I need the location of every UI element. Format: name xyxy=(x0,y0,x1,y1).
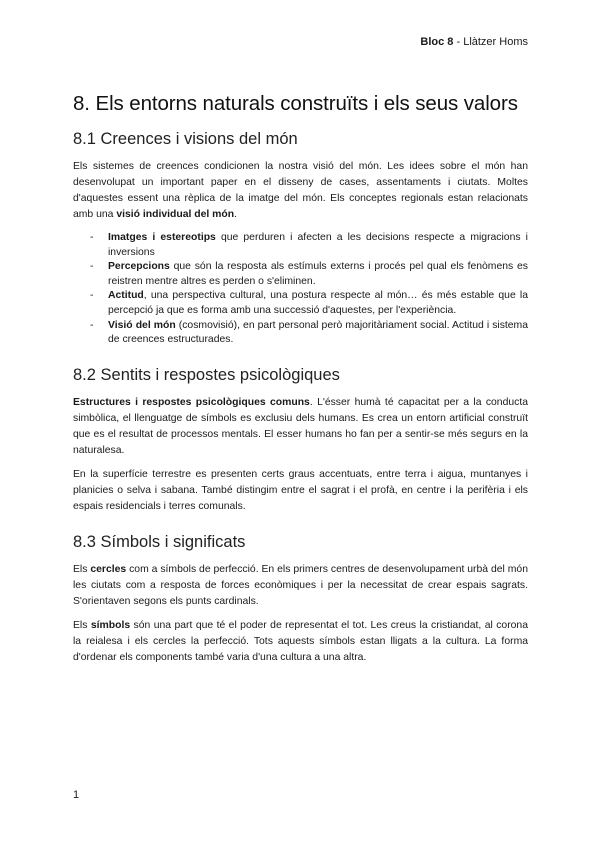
paragraph xyxy=(73,562,528,610)
bold-text: Percepcions xyxy=(108,261,170,273)
section-heading-8-2: 8.2 Sentits i respostes psicològiques xyxy=(73,365,340,384)
dash-bullet: - xyxy=(90,261,94,273)
text: Els sistemes de creences condicionen la nostra visió del món. Les idees sobre el món han desenvolupat un important paper en el disseny de cases, assentaments i ciutats. Moltes d'aquestes essent una rèplica de la imatge del món. Els conceptes regionals estan relacionats amb una xyxy=(73,161,528,220)
bold-text: Imatges i estereotips xyxy=(108,232,216,243)
document-body xyxy=(73,92,528,674)
text: , una perspectiva cultural, una postura respecte al món… és més estable que la percepció ja que es forma amb una successió d'aquestes, per l'experiència. xyxy=(108,290,528,316)
bold-text: visió individual del món xyxy=(116,209,235,220)
list-item xyxy=(73,289,528,318)
bold-text: Actitud xyxy=(108,290,144,302)
page-header xyxy=(420,36,528,48)
bold-text: cercles xyxy=(90,563,127,575)
bullet-list xyxy=(73,231,528,348)
paragraph xyxy=(73,395,528,459)
section-heading-8-1: 8.1 Creences i visions del món xyxy=(73,130,298,148)
bold-text: símbols xyxy=(90,619,131,631)
text: que perduren i afecten a les decisions respecte a migracions i inversions xyxy=(108,232,528,258)
text: . L'ésser humà té capacitat per a la conducta simbòlica, el llenguatge de símbols es exclusiu dels humans. Es crea un entorn artificial construït que es el resultat de processos mentals. El esser humans ho fan per a sentir-se més segurs en la naturalesa. xyxy=(73,396,528,456)
text: (cosmovisió), en part personal però majoritàriament social. Actitud i sistema de creences estructurades. xyxy=(108,319,528,346)
list-item xyxy=(73,260,528,289)
bold-text: Visió del món xyxy=(108,319,176,331)
paragraph xyxy=(73,159,528,223)
text: . xyxy=(234,209,237,220)
paragraph xyxy=(73,618,528,666)
list-item xyxy=(73,319,528,348)
header-author: - Llàtzer Homs xyxy=(453,36,528,48)
text: Els xyxy=(73,563,91,575)
section-heading-8-3: 8.3 Símbols i significats xyxy=(73,532,246,551)
dash-bullet: - xyxy=(90,319,94,331)
page-number: 1 xyxy=(73,789,80,801)
header-bloc: Bloc 8 xyxy=(420,36,454,48)
text: que són la resposta als estímuls externs i procés pel qual els fenòmens es reistren mentre altres es perden o s'eliminen. xyxy=(108,261,528,287)
dash-bullet: - xyxy=(90,232,94,243)
chapter-title: 8. Els entorns naturals construïts i els seus valors xyxy=(73,92,518,115)
paragraph: En la superfície terrestre es presenten certs graus accentuats, entre terra i aigua, muntanyes i planicies o selva i sabana. També distingim entre el sagrat i el profà, en centre i la perifèria i els espais residencials i terres comunals. xyxy=(73,468,528,512)
bold-text: Estructures i respostes psicològiques comuns xyxy=(73,396,310,408)
dash-bullet: - xyxy=(90,290,94,302)
text: com a símbols de perfecció. En els primers centres de desenvolupament urbà del món les ciutats com a resposta de forces econòmiques i per la necessitat de crear espais sagrats. S'orientaven segons els punts cardinals. xyxy=(73,563,528,607)
list-item xyxy=(73,231,528,260)
text: són una part que té el poder de representat el tot. Les creus la cristiandat, al corona la reialesa i els cercles la perfecció. Tots aquests símbols estan lligats a la cultura. La forma d'ordenar els components també varia d'una cultura a una altra. xyxy=(73,619,528,663)
text: Els xyxy=(73,619,91,631)
